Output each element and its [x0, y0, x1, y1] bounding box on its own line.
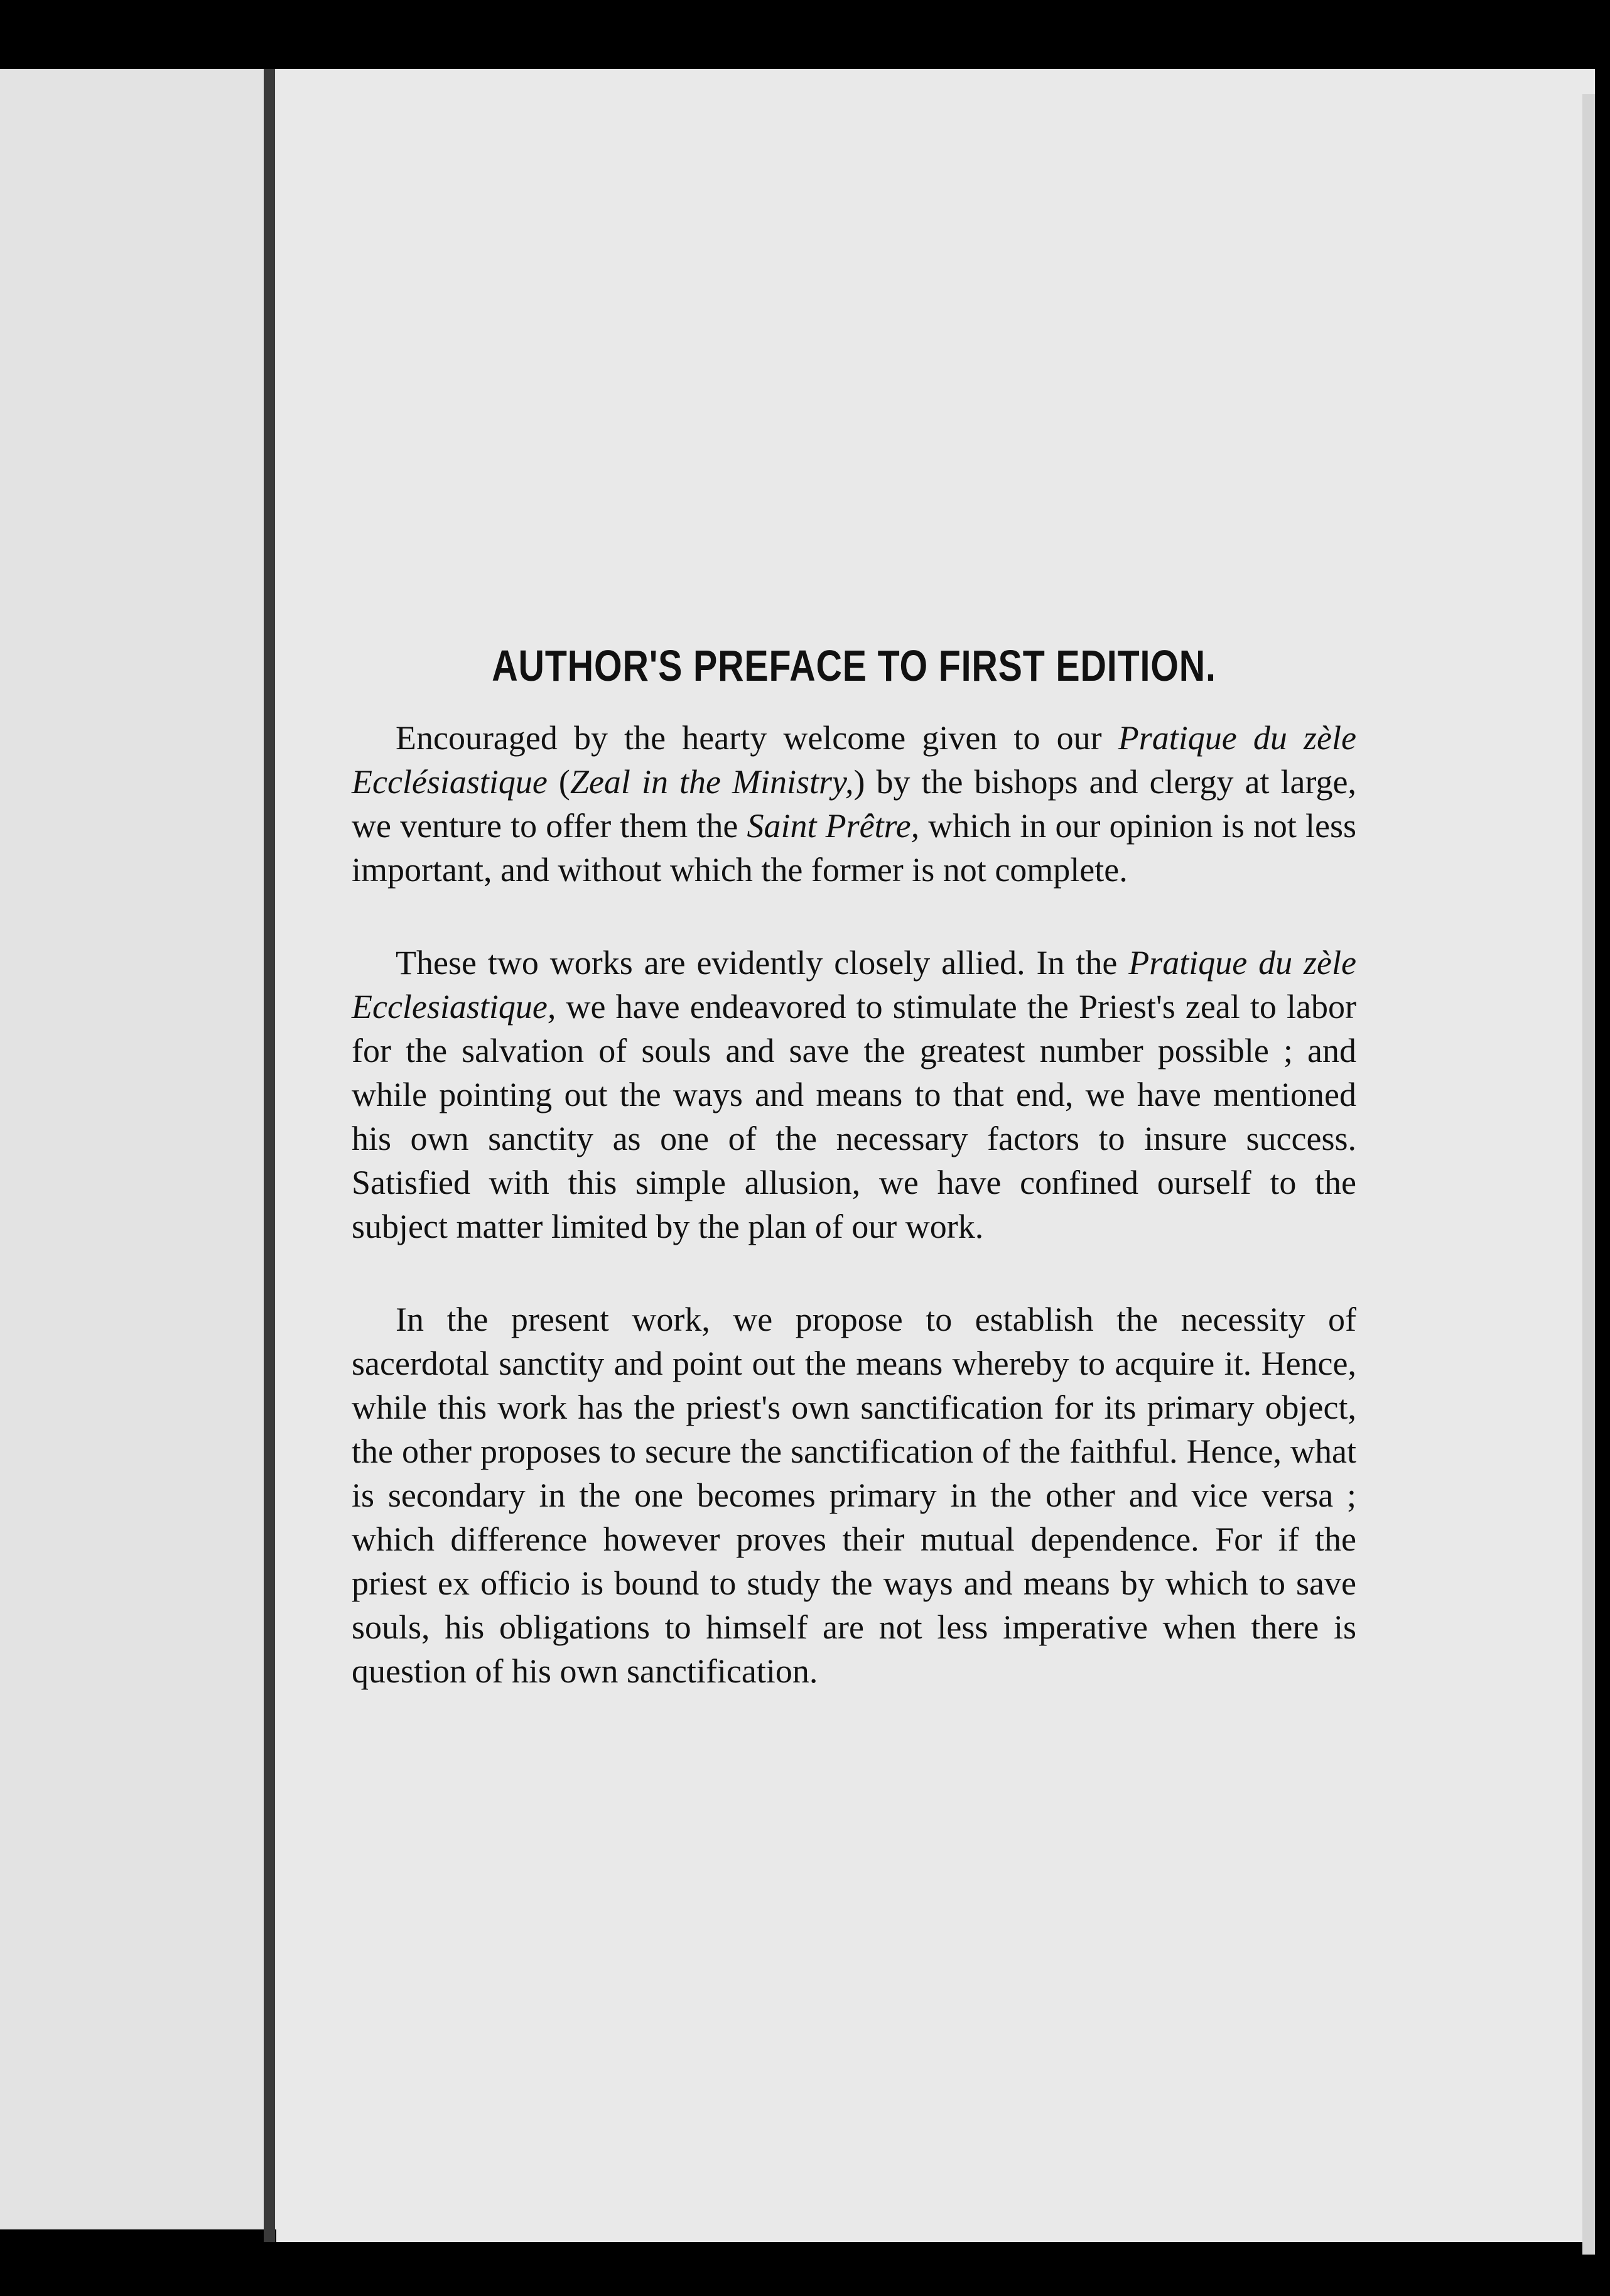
paragraph-2-text-a: These two works are evidently closely allied. In the [396, 944, 1129, 982]
paragraph-1-italic-c: Saint Prêtre, [747, 807, 920, 845]
paragraph-2 [352, 941, 1356, 1248]
paragraph-1-text-c: ) by the bishops and clergy at large, we venture to offer them the [352, 763, 1356, 845]
paragraph-2-text-b: we have endeavored to stimulate the Priest's zeal to labor for the salvation of souls and save the greatest number possible ; and while pointing out the ways and means to that end, we have mentioned his own sanctity as one of the necessary factors to insure success. Satisfied with this simple allusion, we have confined ourself to the subject matter limited by the plan of our work. [352, 988, 1356, 1245]
paragraph-1-italic-a: Pratique du zèle Ecclésiastique [352, 719, 1356, 801]
page-edge [1582, 94, 1595, 2255]
paragraph-1-italic-b: Zeal in the Ministry, [570, 763, 854, 801]
page-title: AUTHOR'S PREFACE TO FIRST EDITION. [492, 641, 1216, 690]
page-content [352, 641, 1356, 1693]
paragraph-1-text-b: ( [547, 763, 570, 801]
paragraph-1-text-d: which in our opinion is not less important, and without which the former is not complete. [352, 807, 1356, 889]
paragraph-3: In the present work, we propose to establish the necessity of sacerdotal sanctity and point out the means whereby to acquire it. Hence, while this work has the priest's own sanctification for its primary object, the other proposes to secure the sanctification of the faithful. Hence, what is secondary in the one becomes primary in the other and vice versa ; which difference however proves their mutual dependence. For if the priest ex officio is bound to study the ways and means by which to save souls, his obligations to himself are not less imperative when there is question of his own sanctification. [352, 1301, 1356, 1690]
paragraph-2-italic-a: Pratique du zèle Ecclesiastique, [352, 944, 1356, 1026]
paragraph-1 [352, 716, 1356, 892]
facing-page-gutter [0, 69, 276, 2229]
paragraph-1-text-a: Encouraged by the hearty welcome given to our [396, 719, 1118, 757]
binding-edge [264, 69, 275, 2242]
